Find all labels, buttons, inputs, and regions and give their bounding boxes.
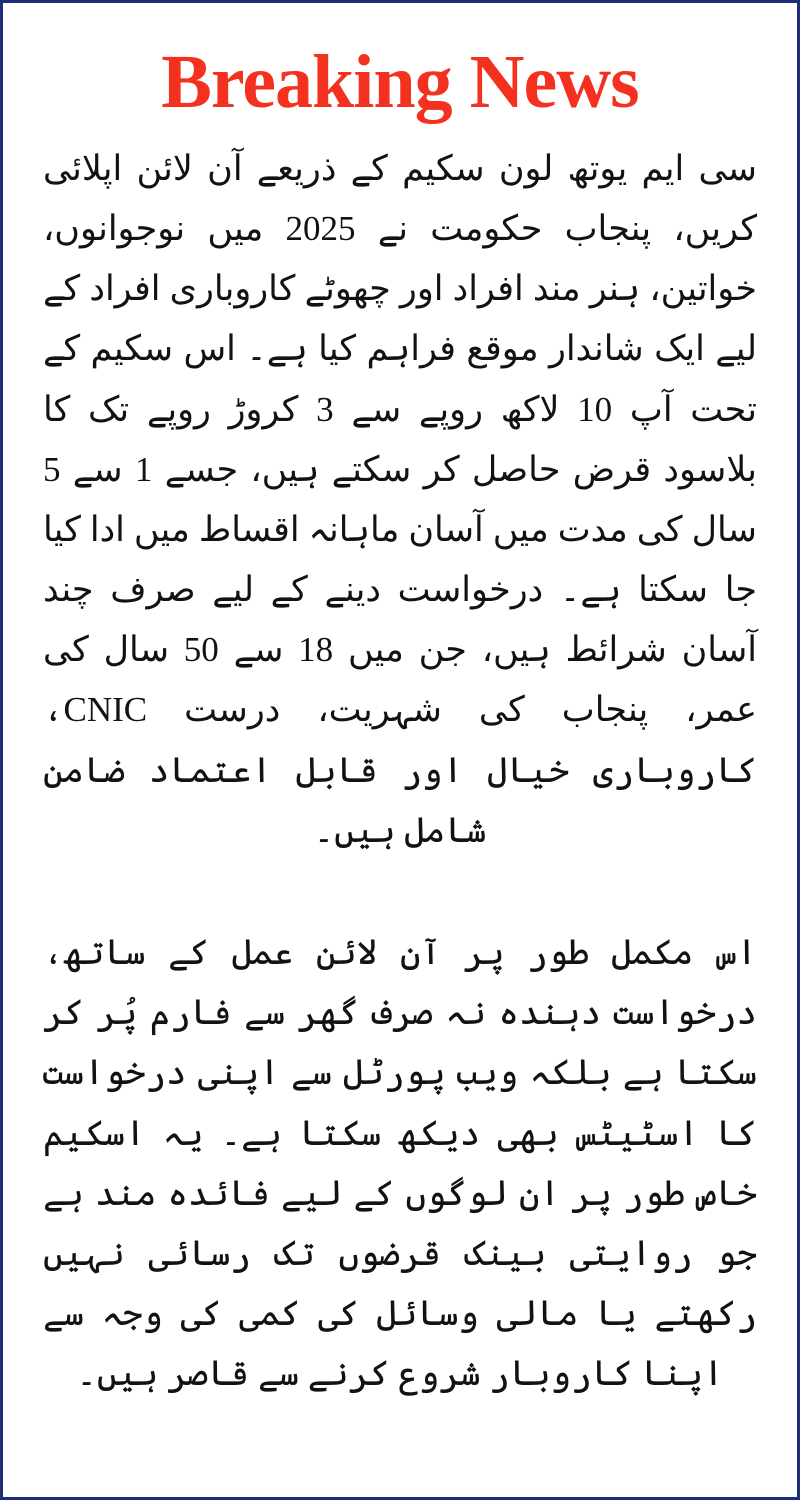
article-paragraph-1: سی ایم یوتھ لون سکیم کے ذریعے آن لائن اپلائی کریں، پنجاب حکومت نے 2025 میں نوجوانوں، خواتین، ہنر مند افراد اور چھوٹے کاروباری افراد کے لیے ایک شاندار موقع فراہم کیا ہے۔ اس سکیم کے تحت آپ 10 لاکھ روپے سے 3 کروڑ روپے تک کا بلاسود قرض حاصل کر سکتے ہیں، جسے 1 سے 5 سال کی مدت میں آسان ماہانہ اقساط میں ادا کیا جا سکتا ہے۔ درخواست دینے کے لیے صرف چند آسان شرائط ہیں، جن میں 18 سے 50 سال کی عمر، پنجاب کی شہریت، درست CNIC، کاروباری خیال اور قابل اعتماد ضامن شامل ہیں۔: [43, 148, 758, 850]
page-title: Breaking News: [161, 40, 639, 124]
article-paragraph-2: اس مکمل طور پر آن لائن عمل کے ساتھ، درخواست دہندہ نہ صرف گھر سے فارم پُر کر سکتا ہے بلکہ ویب پورٹل سے اپنی درخواست کا اسٹیٹس بھی دیکھ سکتا ہے۔ یہ اسکیم خاص طور پر ان لوگوں کے لیے فائدہ مند ہے جو روایتی بینک قرضوں تک رسائی نہیں رکھتے یا مالی وسائل کی کمی کی وجہ سے اپنا کاروبار شروع کرنے سے قاصر ہیں۔: [43, 933, 757, 1394]
